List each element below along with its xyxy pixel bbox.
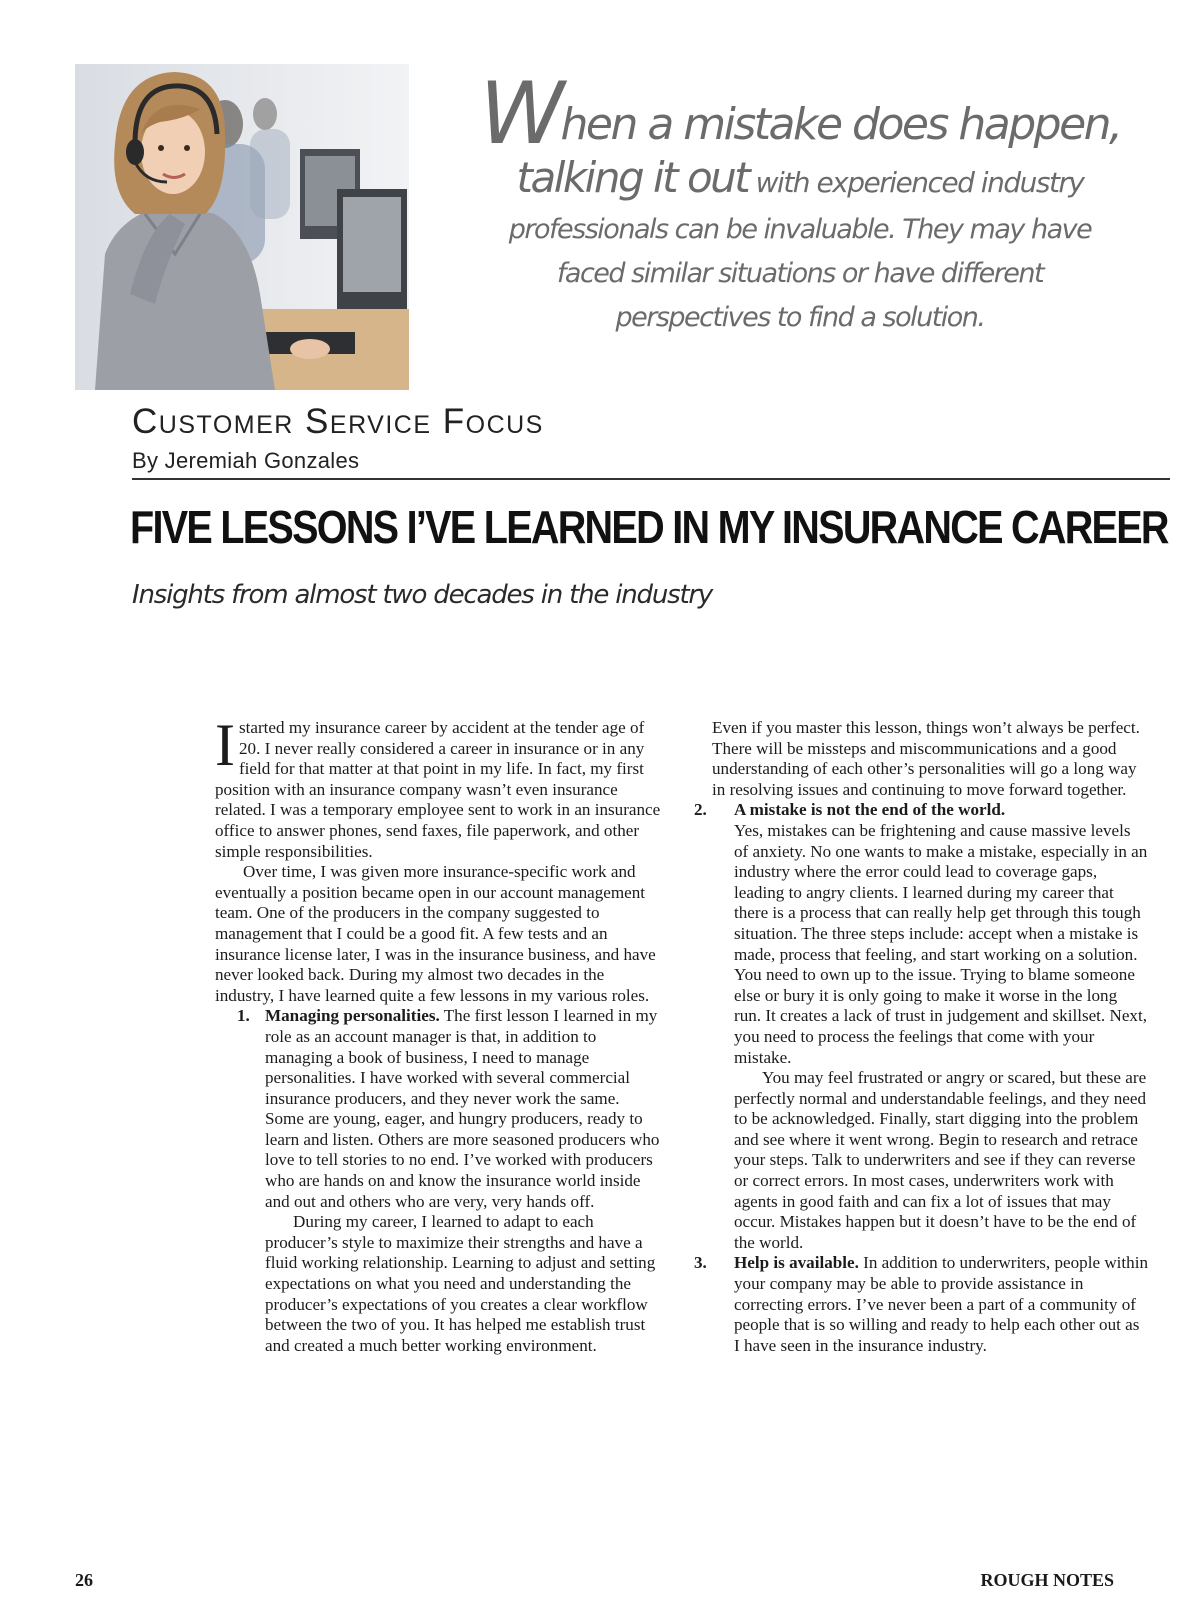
pull-quote-initial: W	[479, 64, 561, 164]
lesson-1-paragraph-3: Even if you master this lesson, things won’t always be perfect. There will be missteps and miscommunications and a good understanding of each other’s personalities will go a long way in resolving issues and continuing to move forward together.	[712, 718, 1140, 799]
lesson-2	[694, 800, 1148, 821]
lesson-2-title: A mistake is not the end of the world.	[734, 800, 1006, 820]
pull-quote-line-5: perspectives to find a solution.	[615, 302, 985, 333]
drop-cap: I	[215, 712, 235, 778]
publication-name: ROUGH NOTES	[980, 1570, 1114, 1590]
article-column-left	[215, 712, 661, 1356]
lesson-3-title: Help is available.	[734, 1253, 859, 1273]
paragraph-2: Over time, I was given more insurance-specific work and eventually a position became open in our account management team. One of the producers in the company suggested to management that I could be a good fit. A few tests and an insurance license later, I was in the insurance business, and have never looked back. During my almost two decades in the industry, I have learned quite a few lessons in my various roles.	[215, 862, 656, 1005]
lesson-2-paragraph-2: You may feel frustrated or angry or scared, but these are perfectly normal and understandable feelings, and they need to be acknowledged. Finally, start digging into the problem and see where it went wrong. Begin to research and retrace your steps. Talk to underwriters and see if they can reverse or correct errors. In most cases, underwriters work with agents in good faith and can fix a lot of issues that may occur. Mistakes happen but it doesn’t have to be the end of the world.	[734, 1068, 1147, 1252]
pull-quote-line-4: faced similar situations or have different	[556, 258, 1044, 289]
lesson-1-paragraph-2: During my career, I learned to adapt to each producer’s style to maximize their strengths and have a fluid working relationship. Learning to adjust and setting expectations on what you need and understanding the producer’s expectations of you creates a clear workflow between the two of you. It has helped me establish trust and created a much better working environment.	[265, 1212, 656, 1355]
lesson-3-number: 3.	[694, 1253, 707, 1273]
call-center-illustration	[75, 64, 409, 390]
call-center-photo	[75, 64, 409, 390]
lesson-1-title: Managing personalities.	[265, 1006, 440, 1026]
pull-quote-line-2: talking it out with experienced industry	[516, 153, 1084, 202]
lesson-2-body: Yes, mistakes can be frightening and cause massive levels of anxiety. No one wants to make a mistake, especially in an industry where the error could lead to coverage gaps, leading to angry clients. I learned during my career that there is a process that can really help get through this tough situation. The three steps include: accept when a mistake is made, process that feeling, and start working on a solution. You need to own up to the issue. Trying to blame someone else or bury it is only going to make it worse in the long run. It creates a lack of trust in judgement and skillset. Next, you need to process the feelings that come with your mistake.	[734, 820, 1148, 1067]
lesson-1-number: 1.	[237, 1006, 250, 1026]
lesson-2-number: 2.	[694, 800, 707, 820]
article-subhead: Insights from almost two decades in the industry	[132, 580, 713, 610]
intro-paragraph: I started my insurance career by accident at the tender age of 20. I never really considered a career in insurance or in any field for that matter at that point in my life. In fact, my first position with an insurance company wasn’t even insurance related. I was a temporary employee sent to work in an insurance office to answer phones, send faxes, file paperwork, and other simple responsibilities.	[215, 712, 661, 861]
header-divider	[132, 478, 1170, 480]
pull-quote-emphasis: talking it out	[516, 153, 749, 202]
pull-quote-line-3: professionals can be invaluable. They may have	[508, 214, 1092, 245]
byline: By Jeremiah Gonzales	[132, 448, 360, 473]
article-column-right	[694, 718, 1148, 1356]
lesson-1: 1. Managing personalities. The first lesson I learned in my role as an account manager is that, in addition to managing a book of business, I need to manage personalities. I have worked with several commercial insurance producers, and they never work the same. Some are young, eager, and hungry producers, ready to learn and listen. Others are more seasoned producers who love to tell stories to no end. I’ve worked with producers who are hands on and know the insurance world inside and out and others who are very, very hands off.	[237, 1006, 660, 1211]
article-headline: FIVE LESSONS I’VE LEARNED IN MY INSURANCE CAREER	[130, 501, 1168, 553]
page-number: 26	[75, 1570, 93, 1590]
lesson-3: 3. Help is available. In addition to underwriters, people within your company may be able to provide assistance in correcting errors. I’ve never been a part of a community of people that is so willing and ready to help each other out as I have seen in the insurance industry.	[694, 1253, 1148, 1355]
pull-quote-line-1: When a mistake does happen,	[479, 64, 1121, 164]
section-title: Customer Service Focus	[132, 402, 544, 441]
pull-quote	[470, 64, 1130, 340]
